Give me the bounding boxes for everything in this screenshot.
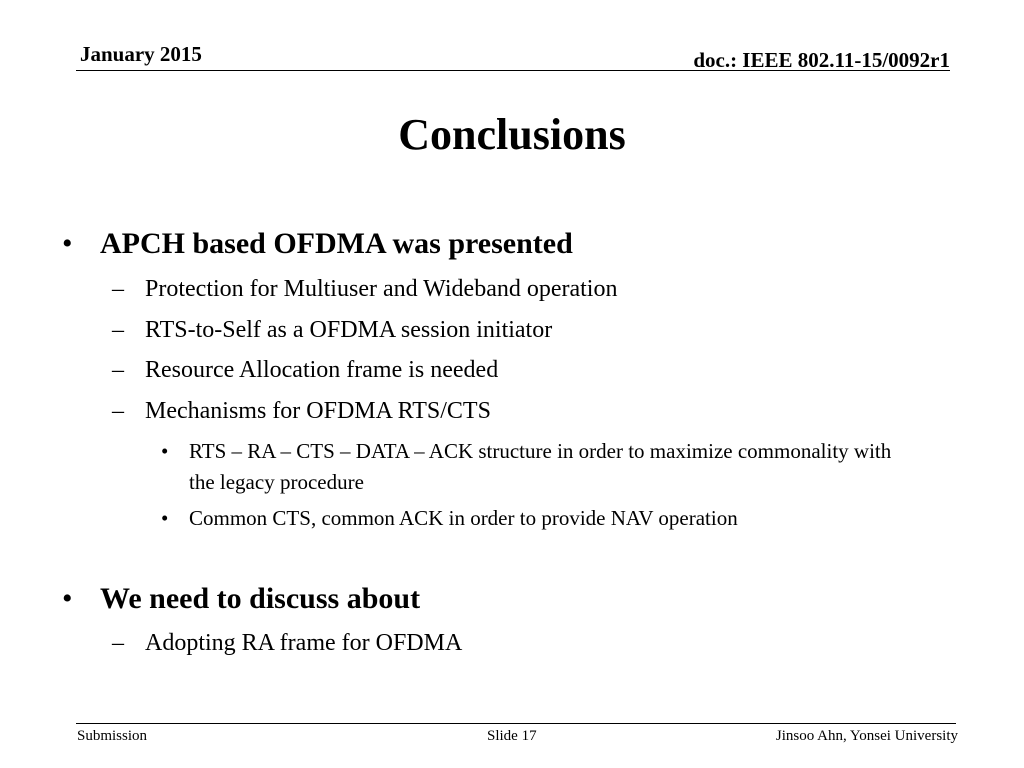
footer-divider [76,723,956,724]
sub-sub-bullet-text: Common CTS, common ACK in order to provide NAV operation [189,506,738,530]
dash-marker: – [112,357,124,383]
sub-sub-bullet-text: RTS – RA – CTS – DATA – ACK structure in order to maximize commonality with the legacy procedure [189,439,892,494]
bullet-marker: • [62,227,73,260]
sub-sub-bullet-rts-ra-cts [161,436,921,498]
slide-title: Conclusions [398,110,626,159]
bullet-marker: • [161,439,169,463]
dash-marker: – [112,398,124,424]
bullet-marker: • [62,582,73,615]
bullet-text: APCH based OFDMA was presented [100,227,573,260]
sub-bullet-text: Adopting RA frame for OFDMA [145,630,463,656]
sub-bullet-text: Mechanisms for OFDMA RTS/CTS [145,398,491,424]
sub-sub-bullet-common-cts [161,503,921,534]
footer-slide-number: Slide 17 [487,728,537,744]
bullet-marker: • [161,506,169,530]
dash-marker: – [112,317,124,343]
sub-bullet-text: RTS-to-Self as a OFDMA session initiator [145,317,553,343]
dash-marker: – [112,276,124,302]
footer-submission: Submission [77,728,148,744]
bullet-text: We need to discuss about [100,582,421,615]
sub-bullet-text: Resource Allocation frame is needed [145,357,499,383]
footer-author: Jinsoo Ahn, Yonsei University [775,728,958,744]
header-date: January 2015 [80,42,202,66]
header-doc-id: doc.: IEEE 802.11-15/0092r1 [693,48,950,72]
sub-bullet-text: Protection for Multiuser and Wideband operation [145,276,618,302]
dash-marker: – [112,630,124,656]
